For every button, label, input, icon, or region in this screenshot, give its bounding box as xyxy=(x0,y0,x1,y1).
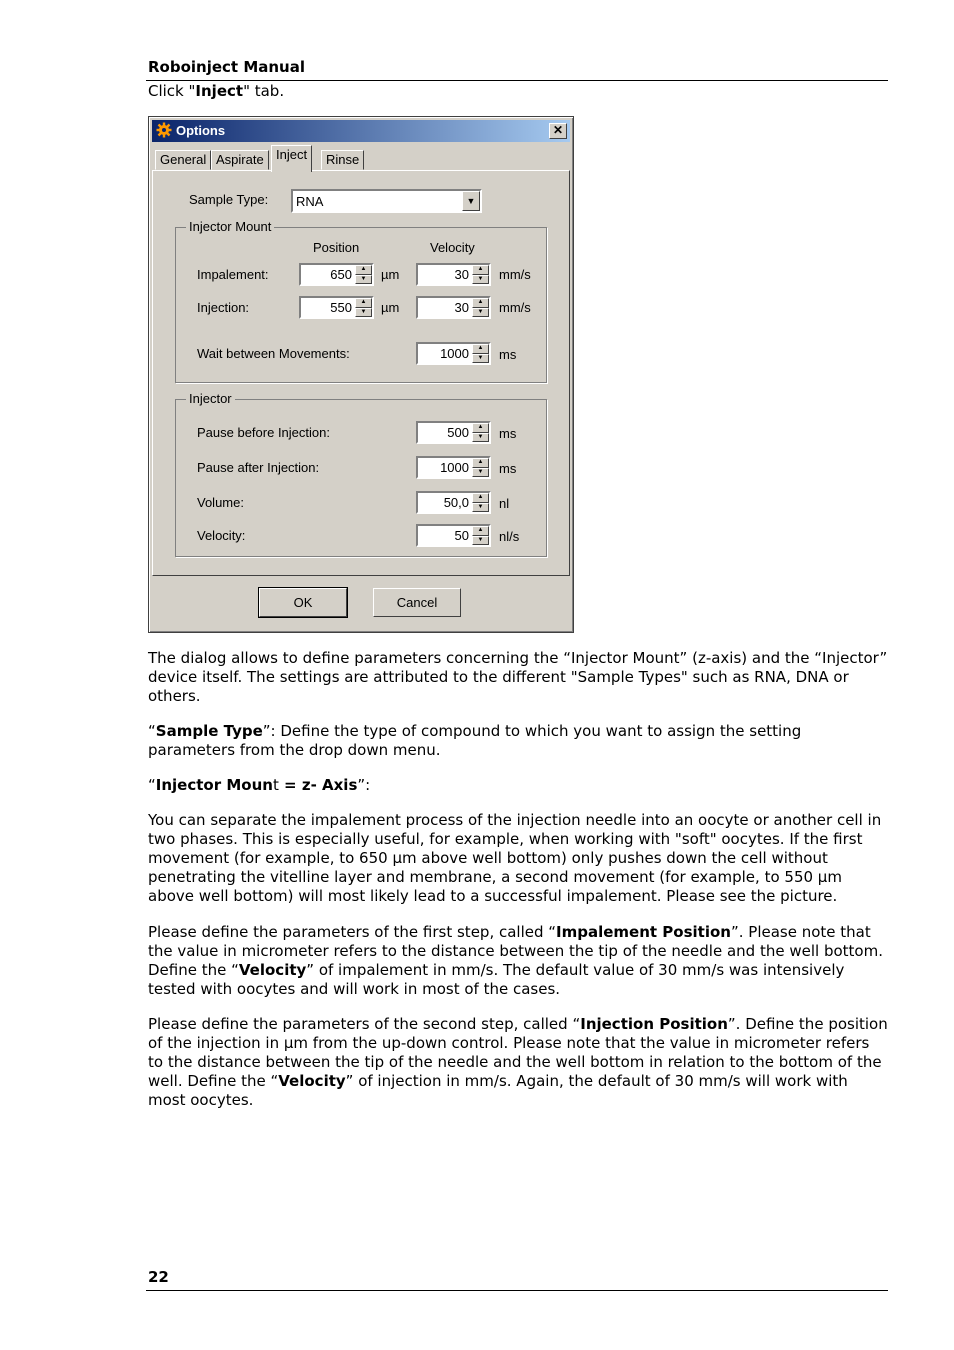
spin-down-icon[interactable]: ▼ xyxy=(355,308,372,318)
injector-velocity-label: Velocity: xyxy=(197,528,246,543)
spin-down-icon[interactable]: ▼ xyxy=(472,503,489,513)
volume-value[interactable]: 50,0 xyxy=(443,495,469,510)
dialog-titlebar[interactable] xyxy=(152,120,570,142)
spin-up-icon[interactable]: ▲ xyxy=(472,423,489,433)
pause-after-injection-label: Pause after Injection: xyxy=(197,460,320,475)
spin-down-icon[interactable]: ▼ xyxy=(472,536,489,546)
paragraph-sample-type: “Sample Type”: Define the type of compound to which you want to assign the setting parameters from the drop down menu. xyxy=(148,722,802,759)
spin-up-icon[interactable]: ▲ xyxy=(355,298,372,308)
volume-unit: nl xyxy=(499,496,510,511)
ok-button[interactable]: OK xyxy=(259,588,347,617)
injection-velocity-unit: mm/s xyxy=(499,300,531,315)
intro-instruction: Click "Inject" tab. xyxy=(148,82,285,100)
tab-general[interactable]: General xyxy=(155,150,211,170)
spin-down-icon[interactable]: ▼ xyxy=(355,275,372,285)
paragraph-dialog-overview: The dialog allows to define parameters concerning the “Injector Mount” (z-axis) and the “Injector” device itself. The settings are attributed to the different "Sample Types" such as RNA, DNA or others. xyxy=(148,649,888,705)
close-button[interactable] xyxy=(549,123,567,139)
impalement-velocity-value[interactable]: 30 xyxy=(454,267,469,282)
pause-before-value[interactable]: 500 xyxy=(447,425,469,440)
close-icon: ✕ xyxy=(552,123,564,137)
spin-down-icon[interactable]: ▼ xyxy=(472,275,489,285)
sample-type-value: RNA xyxy=(296,194,324,209)
pause-before-injection-label: Pause before Injection: xyxy=(197,425,330,440)
injector-velocity-unit: nl/s xyxy=(499,529,520,544)
injector-mount-label: Injector Mount xyxy=(186,219,274,234)
pause-after-injection-spinner[interactable] xyxy=(416,456,491,479)
paragraph-injection-position: Please define the parameters of the second step, called “Injection Position”. Define the position of the injection in µm from the up-down control. Please note that the value in micrometer refers to the distance between the tip of the needle and the well bottom in relation to the bottom of the well. Define the “Velocity” of injection in mm/s. Again, the default of 30 mm/s will work with most oocytes. xyxy=(148,1015,888,1109)
injector-velocity-value[interactable]: 50 xyxy=(454,528,469,543)
velocity-column-header: Velocity xyxy=(430,240,475,255)
injection-label: Injection: xyxy=(197,300,250,315)
pause-after-unit: ms xyxy=(499,461,517,476)
dropdown-arrow-icon[interactable]: ▼ xyxy=(462,191,480,211)
injector-velocity-spinner[interactable] xyxy=(416,524,491,547)
manual-title: Roboinject Manual xyxy=(148,58,305,76)
spin-up-icon[interactable]: ▲ xyxy=(355,265,372,275)
impalement-velocity-unit: mm/s xyxy=(499,267,531,282)
heading-injector-mount: “Injector Mount = z- Axis”: xyxy=(148,776,371,794)
spin-down-icon[interactable]: ▼ xyxy=(472,354,489,364)
spin-up-icon[interactable]: ▲ xyxy=(472,265,489,275)
pause-before-injection-spinner[interactable] xyxy=(416,421,491,444)
spin-up-icon[interactable]: ▲ xyxy=(472,298,489,308)
injection-velocity-spinner[interactable] xyxy=(416,296,491,319)
wait-value[interactable]: 1000 xyxy=(440,346,469,361)
paragraph-impalement-phases: You can separate the impalement process of the injection needle into an oocyte or another cell in two phases. This is especially useful, for example, when working with "soft" oocytes. If the first movement (for example, to 650 µm above well bottom) only pushes down the cell without penetrating the vitelline layer and membrane, a second movement (for example, to 550 µm above well bottom) will most likely lead to a successful impalement. Please see the picture. xyxy=(148,811,882,905)
app-gear-icon xyxy=(156,122,172,138)
page-number: 22 xyxy=(148,1268,169,1286)
impalement-label: Impalement: xyxy=(197,267,269,282)
header-divider xyxy=(146,80,888,81)
options-dialog xyxy=(148,116,574,633)
sample-type-select[interactable] xyxy=(291,189,482,213)
paragraph-impalement-position: Please define the parameters of the first step, called “Impalement Position”. Please note that the value in micrometer refers to the distance between the tip of the needle and the well bottom. Define the “Velocity” of impalement in mm/s. The default value of 30 mm/s was intensively tested with oocytes and will work in most of the cases. xyxy=(148,923,883,998)
spin-up-icon[interactable]: ▲ xyxy=(472,493,489,503)
volume-label: Volume: xyxy=(197,495,244,510)
injection-velocity-value[interactable]: 30 xyxy=(454,300,469,315)
spin-up-icon[interactable]: ▲ xyxy=(472,344,489,354)
wait-between-movements-label: Wait between Movements: xyxy=(197,346,350,361)
tab-rinse[interactable]: Rinse xyxy=(321,150,364,170)
spin-down-icon[interactable]: ▼ xyxy=(472,468,489,478)
impalement-position-value[interactable]: 650 xyxy=(330,267,352,282)
wait-unit: ms xyxy=(499,347,517,362)
spin-down-icon[interactable]: ▼ xyxy=(472,308,489,318)
impalement-position-unit: µm xyxy=(381,267,400,282)
volume-spinner[interactable] xyxy=(416,491,491,514)
cancel-button[interactable]: Cancel xyxy=(373,588,461,617)
tab-aspirate[interactable]: Aspirate xyxy=(211,150,269,170)
injection-position-spinner[interactable] xyxy=(299,296,374,319)
tab-inject[interactable]: Inject xyxy=(271,145,312,172)
impalement-velocity-spinner[interactable] xyxy=(416,263,491,286)
spin-up-icon[interactable]: ▲ xyxy=(472,458,489,468)
footer-divider xyxy=(146,1290,888,1291)
position-column-header: Position xyxy=(313,240,360,255)
injection-position-value[interactable]: 550 xyxy=(330,300,352,315)
injector-label: Injector xyxy=(186,391,235,406)
dialog-title: Options xyxy=(176,123,226,138)
injection-position-unit: µm xyxy=(381,300,400,315)
pause-after-value[interactable]: 1000 xyxy=(440,460,469,475)
impalement-position-spinner[interactable] xyxy=(299,263,374,286)
sample-type-label: Sample Type: xyxy=(189,192,269,207)
pause-before-unit: ms xyxy=(499,426,517,441)
spin-up-icon[interactable]: ▲ xyxy=(472,526,489,536)
wait-between-movements-spinner[interactable] xyxy=(416,342,491,365)
spin-down-icon[interactable]: ▼ xyxy=(472,433,489,443)
